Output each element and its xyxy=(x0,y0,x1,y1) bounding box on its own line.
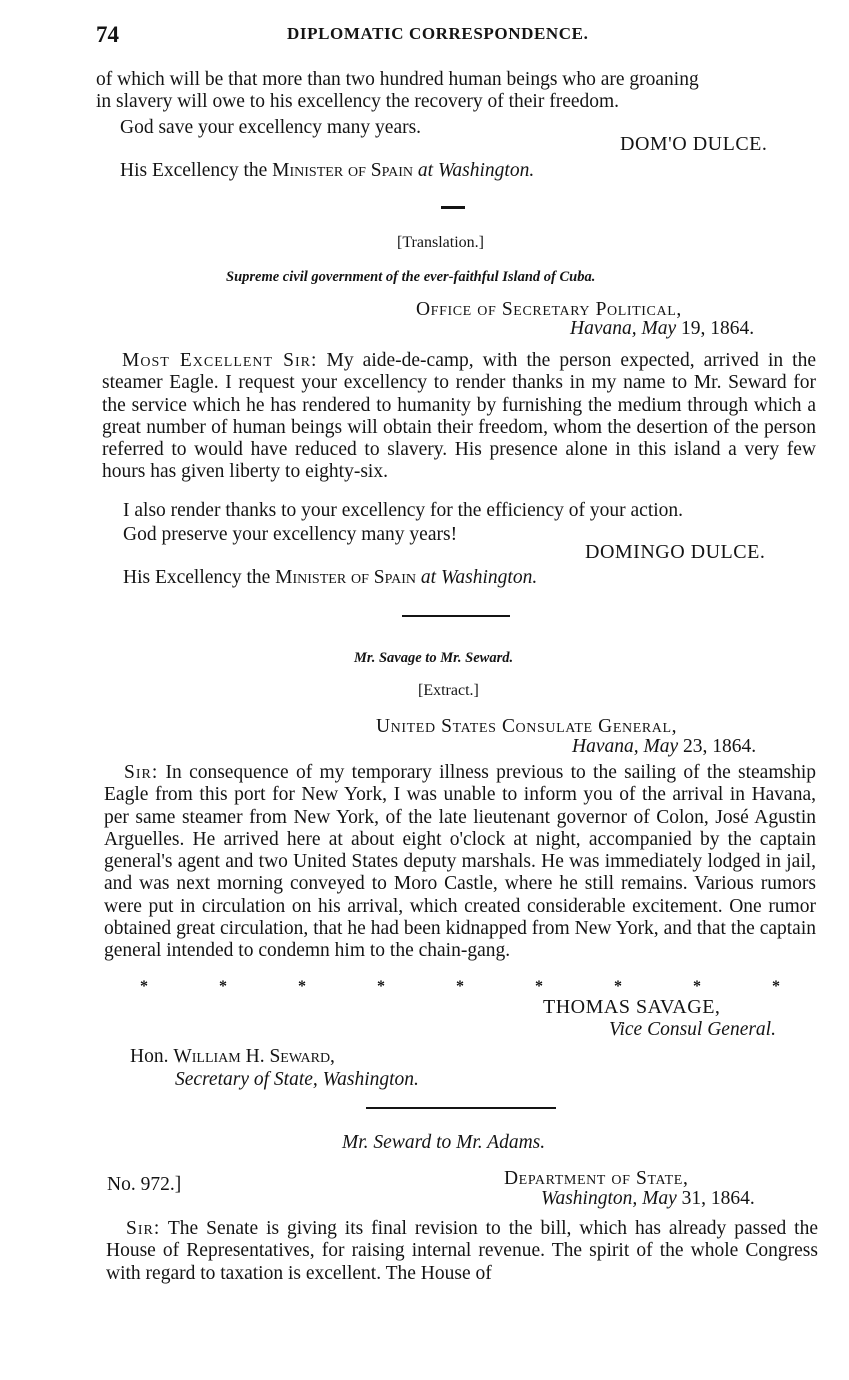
letter2-date xyxy=(570,318,754,340)
date-place: Washington, May xyxy=(541,1188,677,1209)
letter3-heading: Mr. Savage to Mr. Seward. xyxy=(354,650,514,666)
letter3-office: United States Consulate General, xyxy=(376,716,678,737)
letter3-signature: THOMAS SAVAGE, xyxy=(543,996,721,1018)
letter2-subtitle: Supreme civil government of the ever-faithful Island of Cuba. xyxy=(226,269,596,285)
letter1-line2: in slavery will owe to his excellency the recovery of their freedom. xyxy=(96,91,620,112)
letter1-closing: God save your excellency many years. xyxy=(120,117,422,138)
date-day-year: 23, 1864. xyxy=(683,736,757,757)
body-text: The Senate is giving its final revision to the bill, which has already passed the House of Representatives, for raising internal revenue. The spirit of the whole Congress with regard to taxation is excellent. The House of xyxy=(106,1218,818,1284)
letter3-addressee-line2: Secretary of State, Washington. xyxy=(175,1069,419,1090)
letter2-body xyxy=(102,350,816,484)
letter2-signature: DOMINGO DULCE. xyxy=(585,541,766,563)
letter2-para2: I also render thanks to your excellency for the efficiency of your action. xyxy=(123,500,684,521)
body-text: My aide-de-camp, with the person expected, arrived in the steamer Eagle. I request your excellency to render thanks in my name to Mr. Seward for the service which he has rendered to humanity by furnishing the medium through which a great number of human beings will obtain their freedom, whom the desertion of the person referred to would have reduced to slavery. His presence alone in this island a very few hours has given liberty to eighty-six. xyxy=(102,350,817,483)
translation-note: [Translation.] xyxy=(397,234,484,251)
divider xyxy=(441,206,465,209)
letter3-signature-title: Vice Consul General. xyxy=(609,1019,776,1040)
star: * xyxy=(219,978,227,995)
addressee-title: Minister of Spain xyxy=(272,160,414,181)
date-day-year: 19, 1864. xyxy=(681,318,755,339)
star: * xyxy=(298,978,306,995)
letter2-office: Office of Secretary Political, xyxy=(416,299,682,320)
addressee-suffix: at Washington. xyxy=(420,567,538,588)
star: * xyxy=(377,978,385,995)
letter4-heading: Mr. Seward to Mr. Adams. xyxy=(342,1132,546,1153)
addressee-prefix: His Excellency the xyxy=(120,160,268,181)
addressee-prefix: Hon. xyxy=(130,1046,169,1067)
letter2-closing: God preserve your excellency many years! xyxy=(123,524,458,545)
addressee-name: William H. Seward, xyxy=(173,1046,335,1067)
letter1-line1: of which will be that more than two hundred human beings who are groaning xyxy=(96,69,699,90)
letter4-office: Department of State, xyxy=(504,1168,689,1189)
addressee-title: Minister of Spain xyxy=(275,567,417,588)
addressee-prefix: His Excellency the xyxy=(123,567,271,588)
addressee-suffix: at Washington. xyxy=(417,160,535,181)
salutation: Most Excellent Sir: xyxy=(122,350,318,371)
salutation: Sir: xyxy=(126,1218,161,1239)
star: * xyxy=(140,978,148,995)
star: * xyxy=(693,978,701,995)
salutation: Sir: xyxy=(124,762,159,783)
letter3-date xyxy=(572,736,756,758)
ellipsis-stars xyxy=(140,978,780,996)
page-number: 74 xyxy=(96,22,119,47)
star: * xyxy=(456,978,464,995)
letter3-body xyxy=(104,762,816,963)
letter4-date xyxy=(541,1188,755,1210)
divider xyxy=(402,615,510,617)
star: * xyxy=(535,978,543,995)
letter1-addressee xyxy=(120,160,534,182)
date-day-year: 31, 1864. xyxy=(681,1188,755,1209)
star: * xyxy=(772,978,780,995)
body-text: In consequence of my temporary illness previous to the sailing of the steamship Eagle from this port for New York, I was unable to inform you of the arrival in Havana, per same steamer from New York, of the late lieutenant governor of Colon, José Agustin Arguelles. He arrived here at about eight o'clock at night, accompanied by the captain general's agent and two United States deputy marshals. He was immediately lodged in jail, and was next morning conveyed to Moro Castle, where he still remains. Various rumors were put in circulation on his arrival, which created considerable excitement. One rumor obtained great circulation, that he had been kidnapped from New York, and that the captain general intended to condemn him to the chain-gang. xyxy=(104,762,817,962)
date-place: Havana, May xyxy=(570,318,677,339)
divider xyxy=(366,1107,556,1109)
letter1-signature: DOM'O DULCE. xyxy=(620,133,768,155)
star: * xyxy=(614,978,622,995)
letter4-number: No. 972.] xyxy=(107,1174,182,1195)
date-place: Havana, May xyxy=(572,736,679,757)
running-header: DIPLOMATIC CORRESPONDENCE. xyxy=(287,24,589,43)
letter3-addressee xyxy=(130,1046,335,1068)
letter2-addressee xyxy=(123,567,537,589)
extract-note: [Extract.] xyxy=(418,682,479,699)
letter4-body xyxy=(106,1218,818,1285)
